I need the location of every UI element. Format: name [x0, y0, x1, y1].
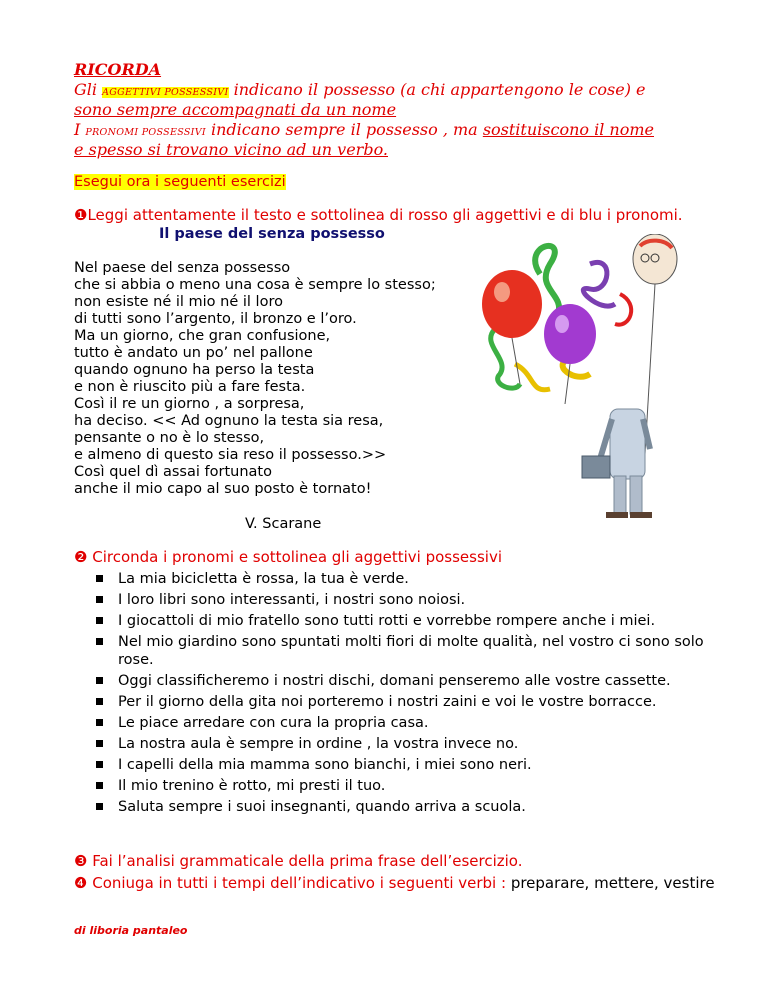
poem-line: e almeno di questo sia reso il possesso.>> [74, 447, 387, 463]
poem-title: Il paese del senza possesso [159, 226, 385, 242]
list-item [96, 591, 716, 609]
list-item-text: I loro libri sono interessanti, i nostri sono noiosi. [118, 592, 466, 608]
list-item-text: Per il giorno della gita noi porteremo i nostri zaini e voi le vostre borracce. [118, 694, 657, 710]
list-item [96, 735, 716, 753]
poem-line: e non è riuscito più a fare festa. [74, 379, 306, 395]
list-item [96, 633, 716, 669]
exercise-3-number: ❸ [74, 852, 88, 870]
exercise-3-text: Fai l’analisi grammaticale della prima frase dell’esercizio. [87, 852, 523, 870]
poem-line: tutto è andato un po’ nel pallone [74, 345, 313, 361]
list-item-text: La nostra aula è sempre in ordine , la vostra invece no. [118, 736, 519, 752]
poem-line: ha deciso. << Ad ognuno la testa sia resa, [74, 413, 384, 429]
poem-line: pensante o no è lo stesso, [74, 430, 265, 446]
list-item [96, 693, 716, 711]
list-item-text: Le piace arredare con cura la propria casa. [118, 715, 429, 731]
rule-line-1-start: Gli [74, 80, 103, 99]
poem-body [74, 260, 436, 498]
square-bullet-icon [96, 617, 103, 624]
square-bullet-icon [96, 803, 103, 810]
list-item-text: Il mio trenino è rotto, mi presti il tuo. [118, 778, 386, 794]
square-bullet-icon [96, 596, 103, 603]
square-bullet-icon [96, 698, 103, 705]
poem-line: quando ognuno ha perso la testa [74, 362, 315, 378]
poem-line: anche il mio capo al suo posto è tornato! [74, 481, 372, 497]
author-footer: di liboria pantaleo [74, 924, 188, 937]
intro-banner: Esegui ora i seguenti esercizi [74, 174, 286, 190]
rule-line-4: e spesso si trovano vicino ad un verbo. [74, 140, 388, 159]
square-bullet-icon [96, 782, 103, 789]
list-item [96, 672, 716, 690]
list-item-text: La mia bicicletta è rossa, la tua è verde. [118, 571, 409, 587]
poem-line: di tutti sono l’argento, il bronzo e l’oro. [74, 311, 357, 327]
list-item-text: I giocattoli di mio fratello sono tutti rotti e vorrebbe rompere anche i miei. [118, 613, 656, 629]
list-item [96, 714, 716, 732]
poem-line: Così il re un giorno , a sorpresa, [74, 396, 305, 412]
exercise-1-text: Leggi attentamente il testo e sottolinea di rosso gli aggettivi e di blu i pronomi. [87, 206, 683, 224]
list-item [96, 612, 716, 630]
rule-line-1-end: indicano il possesso (a chi appartengono le cose) e [228, 80, 646, 99]
exercise-2-list [96, 570, 716, 819]
rule-line-3 [74, 120, 654, 139]
aggettivi-possessivi-label: AGGETTIVI POSSESSIVI [102, 87, 229, 98]
poem-line: che si abbia o meno una cosa è sempre lo stesso; [74, 277, 436, 293]
list-item [96, 756, 716, 774]
exercise-1 [74, 206, 683, 224]
square-bullet-icon [96, 761, 103, 768]
list-item-text: I capelli della mia mamma sono bianchi, i miei sono neri. [118, 757, 532, 773]
square-bullet-icon [96, 677, 103, 684]
rule-line-2: sono sempre accompagnati da un nome [74, 100, 397, 119]
rule-line-3-end: sostituiscono il nome [482, 120, 654, 139]
poem-line: Nel paese del senza possesso [74, 260, 291, 276]
list-item [96, 777, 716, 795]
exercise-2-text: Circonda i pronomi e sottolinea gli aggettivi possessivi [87, 548, 503, 566]
list-item-text: Oggi classificheremo i nostri dischi, domani penseremo alle vostre cassette. [118, 673, 671, 689]
poem-line: Ma un giorno, che gran confusione, [74, 328, 331, 344]
exercise-4-text: Coniuga in tutti i tempi dell’indicativo i seguenti verbi : [87, 874, 511, 892]
list-item [96, 798, 716, 816]
balloons-illustration [440, 234, 702, 524]
rule-line-3-middle: indicano sempre il possesso , ma [205, 120, 483, 139]
square-bullet-icon [96, 575, 103, 582]
exercise-4-verbs: preparare, mettere, vestire [510, 874, 715, 892]
rule-line-3-start: I [74, 120, 86, 139]
exercise-2-number: ❷ [74, 548, 88, 566]
exercise-4-number: ❹ [74, 874, 88, 892]
exercise-2 [74, 548, 502, 566]
list-item [96, 570, 716, 588]
rule-line-1 [74, 80, 646, 99]
ricorda-title: RICORDA [74, 60, 162, 79]
exercise-4 [74, 874, 715, 892]
pronomi-possessivi-label: PRONOMI POSSESSIVI [85, 127, 206, 138]
square-bullet-icon [96, 638, 103, 645]
square-bullet-icon [96, 719, 103, 726]
exercise-1-number: ❶ [74, 206, 88, 224]
poem-line: Così quel dì assai fortunato [74, 464, 272, 480]
list-item-text: Saluta sempre i suoi insegnanti, quando arriva a scuola. [118, 799, 526, 815]
square-bullet-icon [96, 740, 103, 747]
list-item-text: Nel mio giardino sono spuntati molti fiori di molte qualità, nel vostro ci sono solo rose. [118, 634, 704, 668]
poem-author: V. Scarane [245, 516, 322, 532]
exercise-3 [74, 852, 522, 870]
poem-line: non esiste né il mio né il loro [74, 294, 283, 310]
